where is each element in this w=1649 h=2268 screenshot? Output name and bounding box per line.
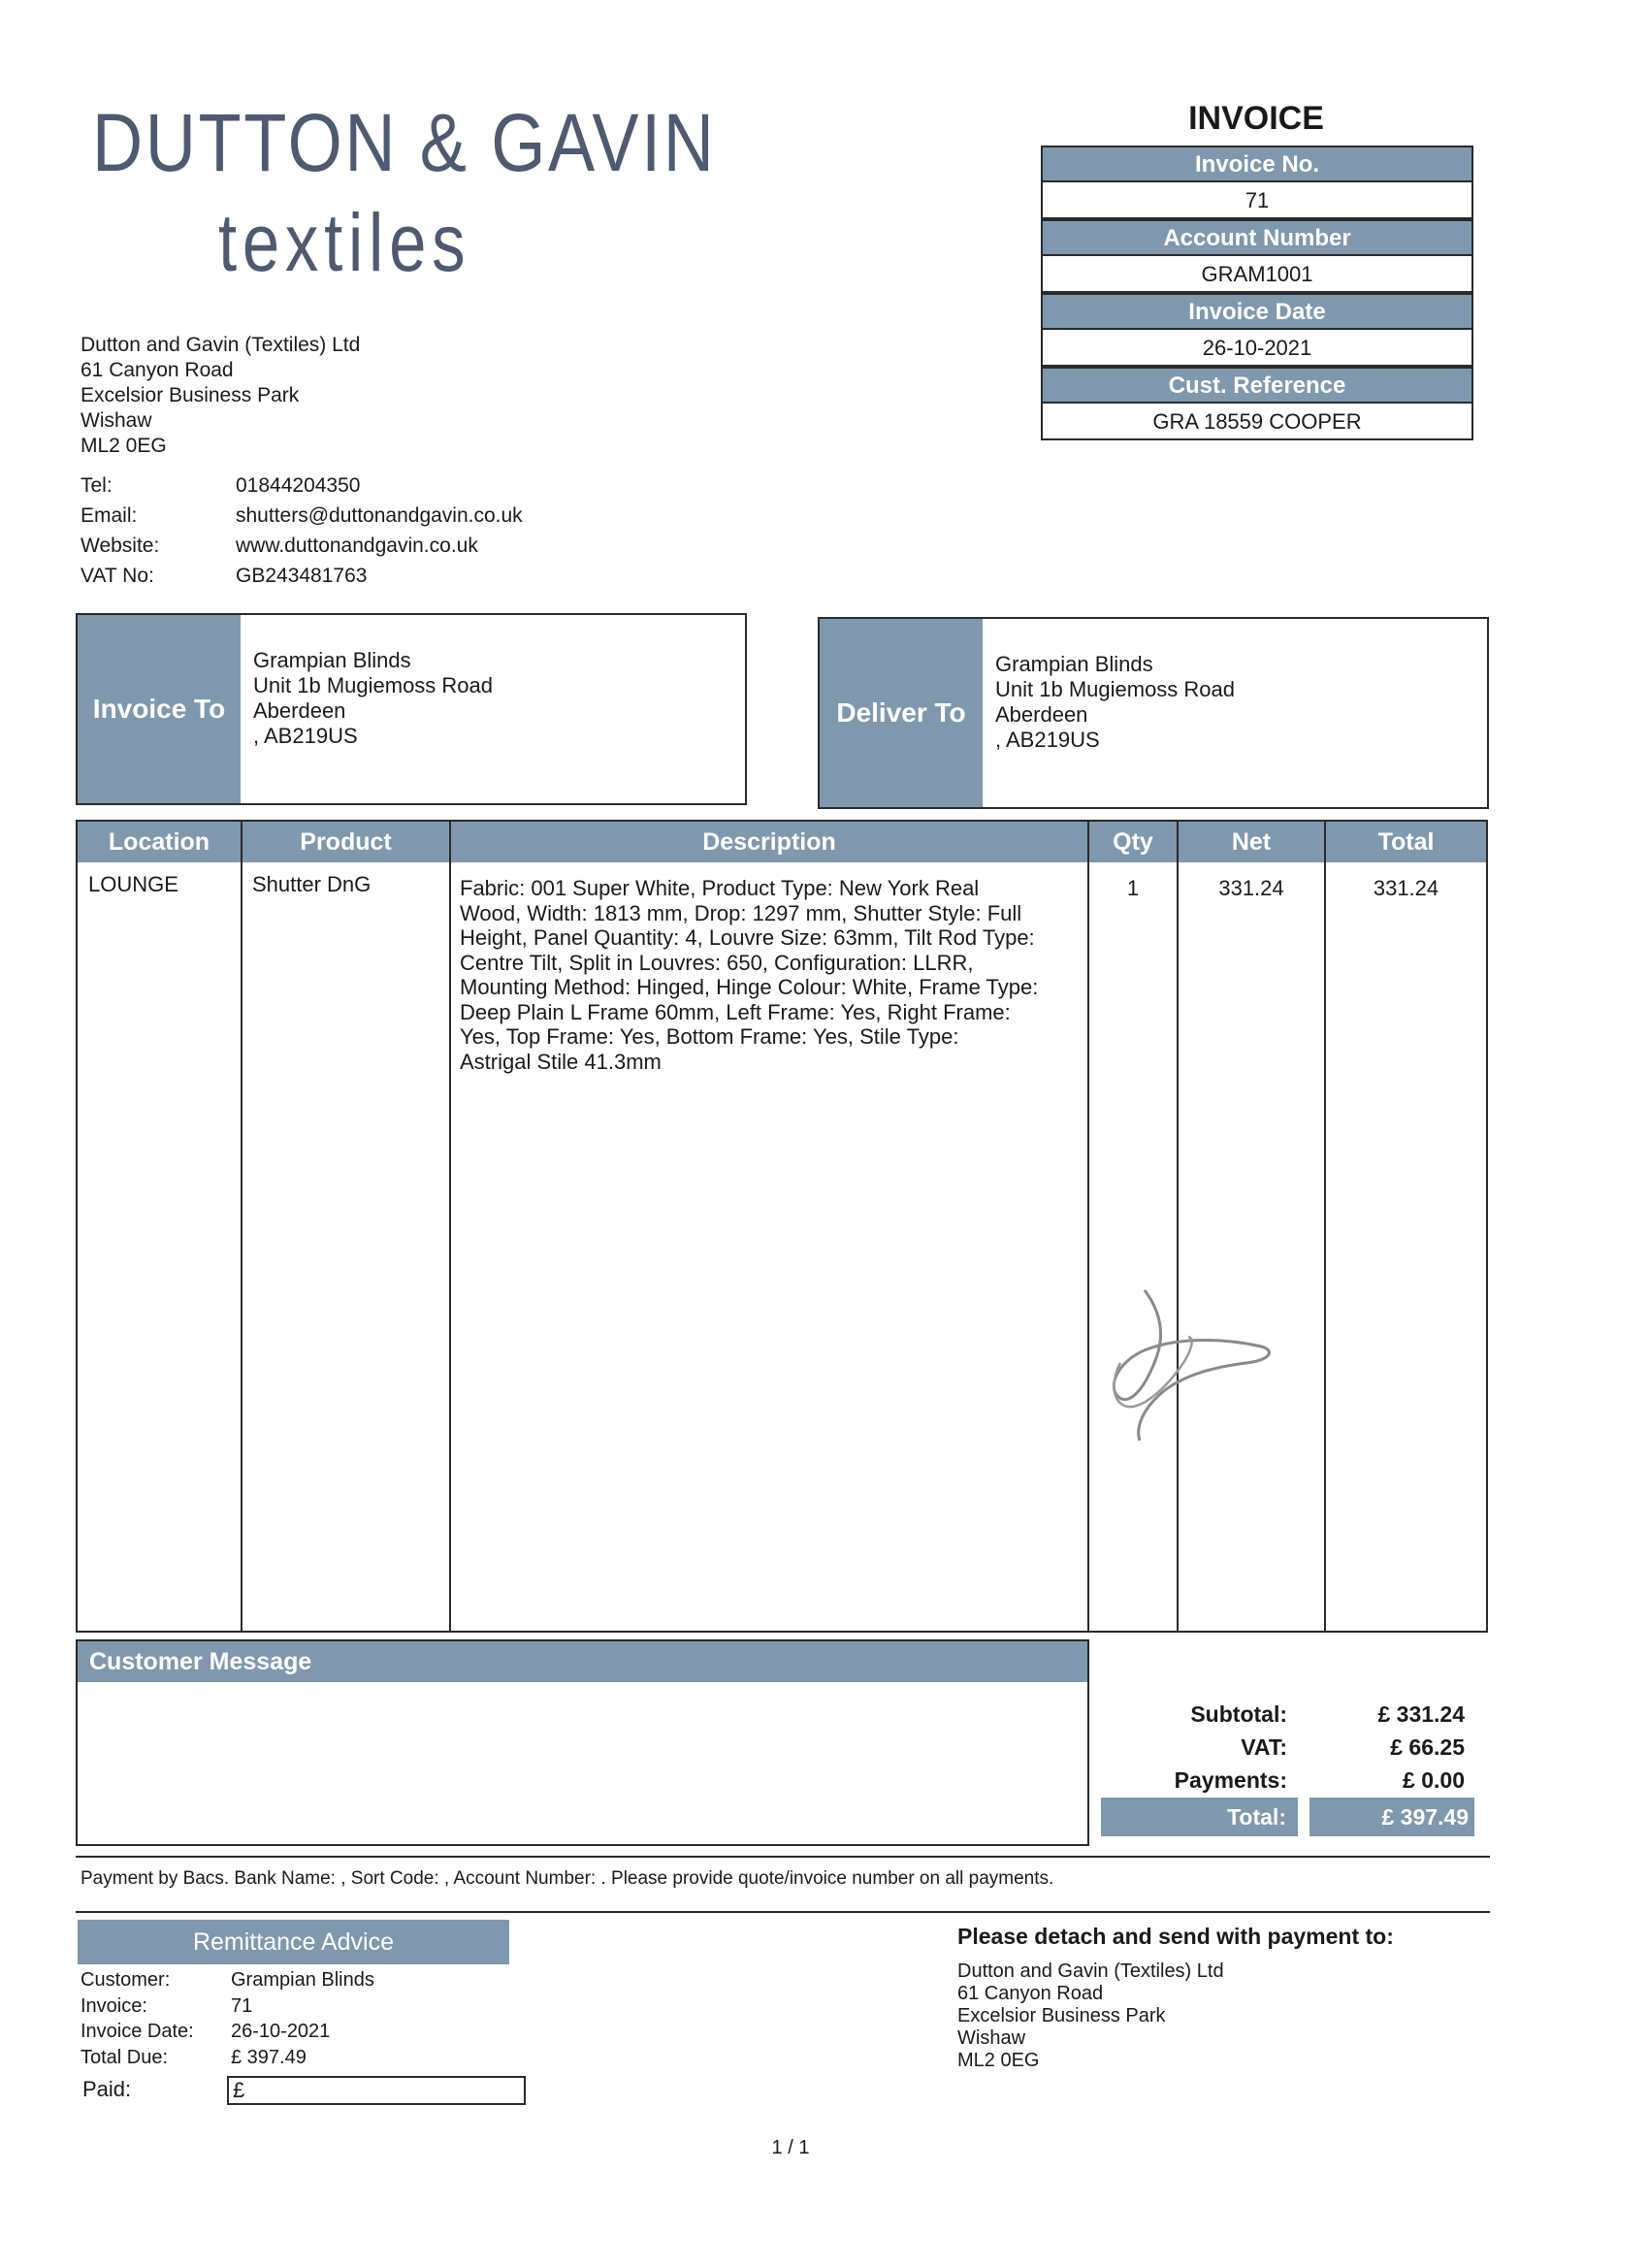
invoice-title: INVOICE: [1188, 100, 1324, 137]
invoice-no-value: 71: [1041, 180, 1473, 219]
description-line: Astrigal Stile 41.3mm: [460, 1049, 662, 1074]
remittance-label: Total Due:: [81, 2046, 169, 2068]
contact-value: www.duttonandgavin.co.uk: [236, 535, 478, 557]
paid-amount-field[interactable]: £: [227, 2076, 526, 2105]
remittance-row: [81, 1993, 374, 2020]
vat-row: [1096, 1731, 1484, 1764]
remittance-label: Customer:: [81, 1969, 171, 1991]
account-number-label: Account Number: [1041, 219, 1473, 254]
description-line: Deep Plain L Frame 60mm, Left Frame: Yes, Right Frame:: [460, 999, 1011, 1024]
remittance-label: Invoice Date:: [81, 2021, 194, 2042]
company-address: [81, 333, 360, 459]
column-header-total: Total: [1326, 822, 1486, 862]
detach-title: Please detach and send with payment to:: [957, 1924, 1394, 1949]
description-line: Height, Panel Quantity: 4, Louvre Size: 63mm, Tilt Rod Type:: [460, 925, 1035, 950]
contact-row-vat: [81, 561, 523, 591]
vat-label: VAT:: [1241, 1734, 1287, 1760]
remittance-value: Grampian Blinds: [231, 1969, 374, 1991]
column-header-description: Description: [451, 822, 1087, 862]
total-label: Total:: [1101, 1798, 1298, 1836]
divider: [76, 1911, 1490, 1913]
subtotal-value: £ 331.24: [1377, 1701, 1465, 1727]
divider: [76, 1856, 1490, 1858]
detach-address: [957, 1960, 1224, 2072]
cell-location: LOUNGE: [88, 872, 178, 896]
description-line: Wood, Width: 1813 mm, Drop: 1297 mm, Shutter Style: Full: [460, 900, 1022, 925]
company-contact: [81, 470, 523, 591]
contact-value: 01844204350: [236, 474, 361, 497]
column-divider: [241, 822, 242, 1631]
contact-row-tel: [81, 470, 523, 501]
address-line: Excelsior Business Park: [957, 2005, 1166, 2026]
cust-reference-value: GRA 18559 COOPER: [1041, 402, 1473, 440]
payments-label: Payments:: [1174, 1767, 1287, 1793]
description-line: Yes, Top Frame: Yes, Bottom Frame: Yes, Stile Type:: [460, 1024, 959, 1049]
remittance-details: [81, 1967, 374, 2070]
address-line: Dutton and Gavin (Textiles) Ltd: [81, 334, 361, 356]
address-line: ML2 0EG: [81, 435, 167, 457]
address-line: Unit 1b Mugiemoss Road: [995, 677, 1236, 701]
cell-product: Shutter DnG: [252, 872, 372, 896]
payments-row: [1096, 1764, 1484, 1797]
address-line: Wishaw: [957, 2027, 1026, 2049]
contact-row-website: [81, 531, 523, 561]
remittance-row: [81, 2019, 374, 2045]
remittance-row: [81, 2045, 374, 2071]
cell-qty: 1: [1126, 876, 1140, 900]
remittance-value: £ 397.49: [231, 2046, 307, 2068]
column-divider: [449, 822, 451, 1631]
total-value: £ 397.49: [1310, 1798, 1474, 1836]
remittance-advice-title: Remittance Advice: [78, 1920, 509, 1964]
account-number-value: GRAM1001: [1041, 254, 1473, 293]
customer-message-box: [76, 1639, 1089, 1846]
totals-block: [1096, 1698, 1484, 1797]
contact-value: shutters@duttonandgavin.co.uk: [236, 504, 523, 527]
address-line: Aberdeen: [995, 702, 1088, 727]
contact-label: Tel:: [81, 474, 113, 497]
address-line: Aberdeen: [253, 698, 346, 723]
address-line: , AB219US: [995, 728, 1100, 752]
total-row: [1101, 1798, 1474, 1836]
contact-label: VAT No:: [81, 565, 154, 587]
address-line: , AB219US: [253, 724, 358, 748]
deliver-to-address: [995, 652, 1235, 753]
contact-value: GB243481763: [236, 565, 368, 587]
address-line: Dutton and Gavin (Textiles) Ltd: [957, 1960, 1224, 1982]
address-line: Wishaw: [81, 409, 152, 432]
address-line: Grampian Blinds: [995, 652, 1153, 676]
payment-note: Payment by Bacs. Bank Name: , Sort Code: , Account Number: . Please provide quote/invoice number on all payments.: [81, 1868, 1054, 1889]
subtotal-label: Subtotal:: [1190, 1701, 1287, 1727]
description-line: Centre Tilt, Split in Louvres: 650, Configuration: LLRR,: [460, 950, 974, 975]
invoice-to-box: [76, 613, 747, 805]
contact-label: Website:: [81, 535, 160, 557]
page-number: 1 / 1: [771, 2137, 810, 2158]
customer-message-label: Customer Message: [78, 1641, 1087, 1682]
column-header-location: Location: [78, 822, 241, 862]
address-line: Grampian Blinds: [253, 648, 411, 672]
vat-value: £ 66.25: [1390, 1734, 1465, 1760]
deliver-to-box: [818, 617, 1489, 809]
invoice-date-value: 26-10-2021: [1041, 328, 1473, 367]
company-logo-line1: DUTTON & GAVIN: [92, 97, 717, 188]
invoice-date-label: Invoice Date: [1041, 293, 1473, 328]
column-header-product: Product: [242, 822, 449, 862]
invoice-meta-box: [1041, 146, 1473, 440]
cell-total: 331.24: [1373, 876, 1439, 900]
address-line: Unit 1b Mugiemoss Road: [253, 673, 494, 697]
address-line: 61 Canyon Road: [957, 1983, 1104, 2004]
cell-net: 331.24: [1218, 876, 1284, 900]
column-divider: [1177, 822, 1179, 1631]
cell-description: [460, 876, 1038, 1074]
description-line: Mounting Method: Hinged, Hinge Colour: White, Frame Type:: [460, 975, 1039, 999]
column-header-qty: Qty: [1089, 822, 1177, 862]
column-divider: [1087, 822, 1089, 1631]
address-line: Excelsior Business Park: [81, 384, 300, 406]
remittance-value: 26-10-2021: [231, 2021, 331, 2042]
payments-value: £ 0.00: [1403, 1767, 1465, 1793]
address-line: 61 Canyon Road: [81, 359, 234, 381]
signature-mark: [1091, 1280, 1285, 1455]
description-line: Fabric: 001 Super White, Product Type: New York Real: [460, 876, 980, 900]
paid-label: Paid:: [82, 2077, 132, 2101]
column-divider: [1324, 822, 1326, 1631]
company-logo-line2: textiles: [218, 197, 471, 288]
column-header-net: Net: [1179, 822, 1324, 862]
contact-row-email: [81, 501, 523, 531]
subtotal-row: [1096, 1698, 1484, 1731]
items-table: [76, 820, 1488, 1633]
invoice-no-label: Invoice No.: [1041, 146, 1473, 180]
deliver-to-label: Deliver To: [820, 619, 983, 807]
remittance-label: Invoice:: [81, 1994, 147, 2017]
invoice-to-label: Invoice To: [78, 615, 241, 803]
cust-reference-label: Cust. Reference: [1041, 367, 1473, 402]
contact-label: Email:: [81, 504, 138, 527]
remittance-value: 71: [231, 1994, 253, 2017]
remittance-row: [81, 1967, 374, 1993]
invoice-to-address: [253, 648, 493, 749]
address-line: ML2 0EG: [957, 2050, 1040, 2071]
